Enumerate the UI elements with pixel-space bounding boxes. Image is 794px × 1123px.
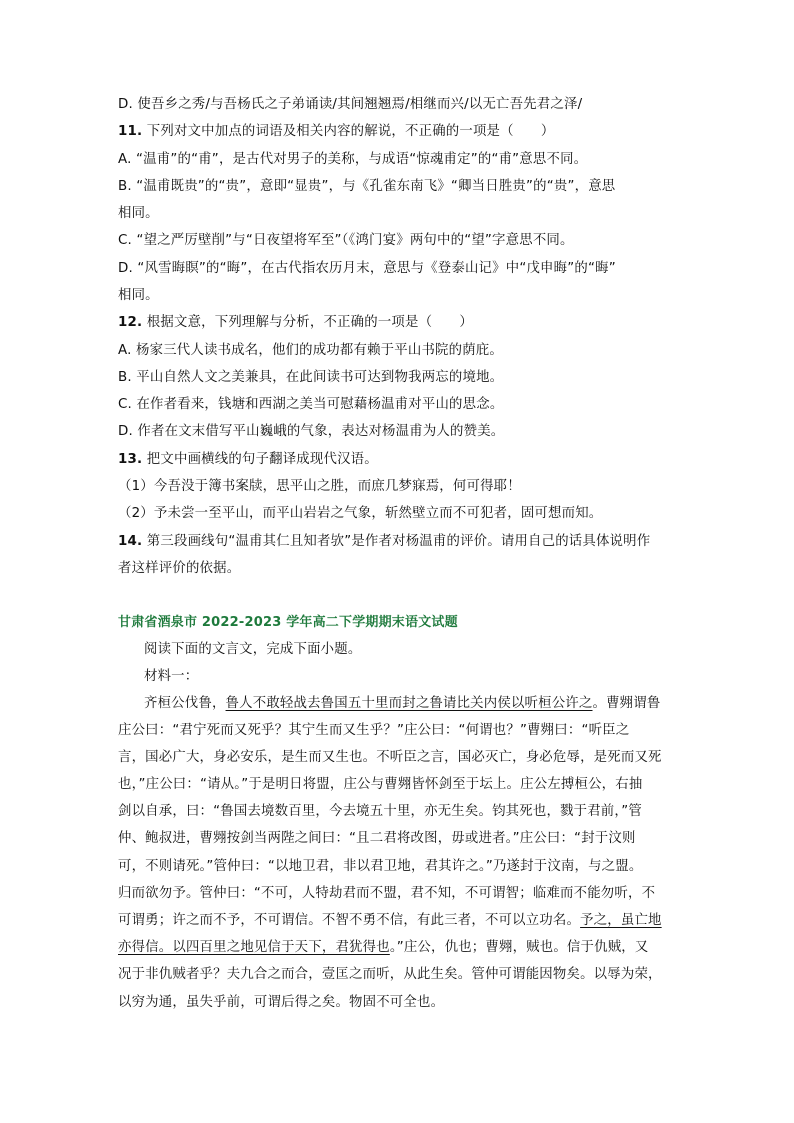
passage-line-3: 言，国必广大，身必安乐，是生而又生也。不听臣之言，国必灭亡，身必危辱，是死而又死 <box>118 750 662 765</box>
q11-option-a: A. “温甫”的“甫”，是古代对男子的美称，与成语“惊魂甫定”的“甫”意思不同。 <box>118 152 588 167</box>
passage-line-4: 也，”庄公曰：“请从。”于是明日将盟，庄公与曹翙皆怀剑至于坛上。庄公左搏桓公，右抽 <box>118 777 643 792</box>
question-13-stem <box>118 451 378 469</box>
text-span: 。曹翙谓鲁 <box>592 696 661 711</box>
q11-option-b-line1: B. “温甫既贵”的“贵”，意即“显贵”，与《孔雀东南飞》“卿当日胜贵”的“贵”，意思 <box>118 179 616 194</box>
reading-instruction: 阅读下面的文言文，完成下面小题。 <box>144 642 362 657</box>
section-title: 甘肃省酒泉市 2022-2023 学年高二下学期期末语文试题 <box>118 615 458 630</box>
q12-option-b: B. 平山自然人文之美兼具，在此间读书可达到物我两忘的境地。 <box>118 370 504 385</box>
passage-line-2: 庄公曰：“君宁死而又死乎？其宁生而又生乎？”庄公曰：“何谓也？”曹翙曰：“听臣之 <box>118 723 630 738</box>
passage-line-10 <box>118 939 648 957</box>
q13-sentence-1: （1）今吾没于簿书案牍，思平山之胜，而庶几梦寐焉，何可得耶！ <box>118 479 521 494</box>
q11-option-d-line1: D. “风雪晦瞑”的“晦”，在古代指农历月末，意思与《登泰山记》中“戊申晦”的“晦” <box>118 261 616 276</box>
question-12-stem <box>118 314 473 332</box>
underlined-sentence: 亦得信。以四百里之地见信于天下，君犹得也 <box>118 940 390 955</box>
text-span: 齐桓公伐鲁， <box>144 696 226 711</box>
passage-line-7: 可，不则请死。”管仲曰：“以地卫君，非以君卫地，君其许之。”乃遂封于汶南，与之盟。 <box>118 859 643 874</box>
q11-option-d-line2: 相同。 <box>118 288 159 303</box>
q11-option-c: C. “望之严厉壁削”与“日夜望将军至”（《鸿门宴》两句中的“望”字意思不同。 <box>118 233 574 248</box>
passage-line-6: 仲、鲍叔进，曹翙按剑当两陛之间曰：“且二君将改图，毋或进者。”庄公曰：“封于汶则 <box>118 831 636 846</box>
underlined-sentence: 鲁人不敢轻战去鲁国五十里而封之鲁请比关内侯以听桓公许之 <box>225 696 593 711</box>
passage-line-5: 剑以自承，曰：“鲁国去境数百里，今去境五十里，亦无生矣。钧其死也，戮于君前，”管 <box>118 804 643 819</box>
passage-line-12: 以穷为通，虽失乎前，可谓后得之矣。物固不可全也。 <box>118 995 445 1010</box>
material-label: 材料一： <box>144 669 199 684</box>
question-text: 下列对文中加点的词语及相关内容的解说，不正确的一项是（ ） <box>146 124 555 139</box>
question-text: 第三段画线句“温甫其仁且知者欤”是作者对杨温甫的评价。请用自己的话具体说明作 <box>146 534 651 549</box>
text-span: 。”庄公，仇也；曹翙，贼也。信于仇贼，又 <box>389 940 649 955</box>
passage-line-8: 归而欲勿予。管仲曰：“不可，人特劫君而不盟，君不知，不可谓智；临难而不能勿听，不 <box>118 886 656 901</box>
passage-line-1 <box>144 695 660 713</box>
question-14-line1 <box>118 533 650 551</box>
passage-line-9 <box>118 912 662 930</box>
underlined-sentence: 予之，虽亡地 <box>580 913 662 928</box>
question-number: 11. <box>118 124 143 139</box>
question-14-line2: 者这样评价的依据。 <box>118 561 241 576</box>
q12-option-d: D. 作者在文末借写平山巍峨的气象，表达对杨温甫为人的赞美。 <box>118 424 505 439</box>
q10-option-d: D. 使吾乡之秀/与吾杨氏之子弟诵读/其间翘翘焉/相继而兴/以无亡吾先君之泽/ <box>118 97 583 112</box>
text-span: 可谓勇；许之而不予，不可谓信。不智不勇不信，有此三者，不可以立功名。 <box>118 913 581 928</box>
question-11-stem <box>118 123 555 141</box>
question-number: 13. <box>118 452 143 467</box>
q12-option-c: C. 在作者看来，钱塘和西湖之美当可慰藉杨温甫对平山的思念。 <box>118 397 504 412</box>
q13-sentence-2: （2）予未尝一至平山，而平山岩岩之气象，斩然壁立而不可犯者，固可想而知。 <box>118 506 603 521</box>
q11-option-b-line2: 相同。 <box>118 206 159 221</box>
question-number: 12. <box>118 315 143 330</box>
passage-line-11: 况于非仇贼者乎？夫九合之而合，壹匡之而听，从此生矣。管仲可谓能因物矣。以辱为荣， <box>118 967 662 982</box>
question-text: 根据文意，下列理解与分析，不正确的一项是（ ） <box>146 315 473 330</box>
question-number: 14. <box>118 534 143 549</box>
question-text: 把文中画横线的句子翻译成现代汉语。 <box>146 452 378 467</box>
q12-option-a: A. 杨家三代人读书成名，他们的成功都有赖于平山书院的荫庇。 <box>118 343 503 358</box>
